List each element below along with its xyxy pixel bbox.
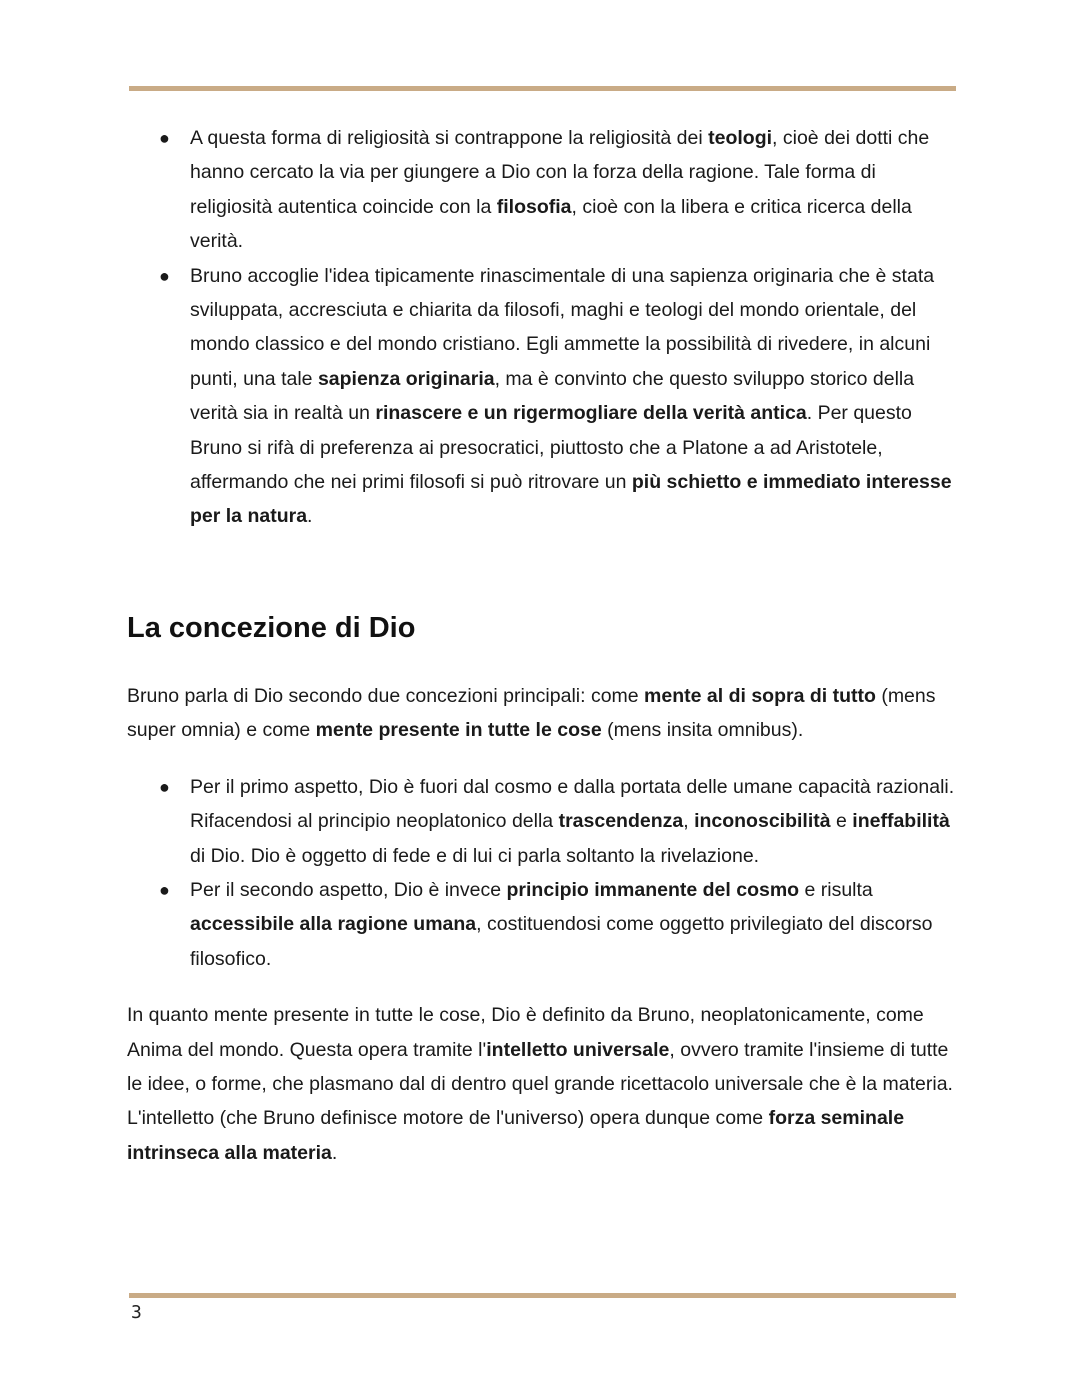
text-run: In quanto mente presente in tutte le cose, Dio è definito da Bruno, neoplatonicamente, come Anima del mondo. Questa opera tramite l' bbox=[127, 1004, 924, 1061]
list-item-text bbox=[190, 776, 954, 867]
text-run: . bbox=[331, 1141, 338, 1164]
bold-text: intelletto universale bbox=[486, 1038, 670, 1061]
list-item bbox=[127, 259, 957, 534]
text-run: Bruno accoglie l'idea tipicamente rinascimentale di una sapienza originaria che è stata sviluppata, accresciuta e chiarita da filosofi, maghi e teologi del mondo orientale, del mondo classico e del mondo cristiano. Egli ammette la possibilità di rivedere, in alcuni punti, una tale bbox=[190, 264, 935, 390]
bold-text: rinascere e un rigermogliare della verità antica bbox=[375, 402, 807, 425]
bullet-icon: ● bbox=[159, 879, 170, 900]
page-content bbox=[127, 121, 957, 1170]
text-run: , costituendosi come oggetto privilegiato del discorso filosofico. bbox=[190, 913, 933, 970]
text-run: , ma è convinto che questo sviluppo storico della verità sia in realtà un bbox=[190, 367, 915, 425]
bold-text: teologi bbox=[708, 127, 773, 149]
bold-text: forza seminale intrinseca alla materia bbox=[127, 1107, 905, 1164]
list-item-text bbox=[190, 879, 932, 970]
text-run: e risulta bbox=[799, 878, 873, 901]
text-run: (mens super omnia) e come bbox=[127, 684, 936, 742]
text-run: , cioè con la libera e critica ricerca della verità. bbox=[190, 195, 912, 253]
text-run: . Per questo Bruno si rifà di preferenza ai presocratici, piuttosto che a Platone a ad Aristotele, affermando che nei primi filosofi si può ritrovare un bbox=[190, 402, 912, 494]
bold-text: inconoscibilità bbox=[694, 810, 831, 833]
list-item bbox=[127, 121, 957, 259]
bold-text: filosofia bbox=[496, 195, 572, 218]
bullet-list-god-aspects bbox=[127, 770, 957, 976]
text-run: A questa forma di religiosità si contrappone la religiosità dei bbox=[190, 127, 709, 149]
bold-text: ineffabilità bbox=[852, 810, 950, 833]
bold-text: trascendenza bbox=[558, 810, 684, 833]
bold-text: accessibile alla ragione umana bbox=[190, 913, 477, 936]
page-number: 3 bbox=[131, 1302, 142, 1323]
header-rule bbox=[129, 86, 956, 91]
text-run: Bruno parla di Dio secondo due concezioni principali: come bbox=[127, 684, 645, 707]
bold-text: mente presente in tutte le cose bbox=[315, 719, 602, 742]
list-item-text bbox=[190, 127, 929, 252]
text-run: . bbox=[307, 505, 313, 528]
bold-text: principio immanente del cosmo bbox=[506, 878, 800, 901]
bullet-icon: ● bbox=[159, 128, 170, 148]
closing-paragraph bbox=[127, 998, 957, 1170]
text-run: , ovvero tramite l'insieme di tutte le idee, o forme, che plasmano dal di dentro quel grande ricettacolo universale che è la materia. L'intelletto (che Bruno definisce motore de l'universo) opera dunque come bbox=[127, 1038, 953, 1130]
bold-text: mente al di sopra di tutto bbox=[644, 684, 876, 707]
list-item-text bbox=[190, 265, 952, 528]
text-run: Per il secondo aspetto, Dio è invece bbox=[190, 878, 507, 901]
text-run: Per il primo aspetto, Dio è fuori dal cosmo e dalla portata delle umane capacità razionali. Rifacendosi al principio neoplatonico della bbox=[190, 775, 955, 833]
text-run: di Dio. Dio è oggetto di fede e di lui ci parla soltanto la rivelazione. bbox=[190, 844, 760, 867]
text-run: , bbox=[683, 810, 695, 833]
list-item bbox=[127, 873, 957, 976]
bold-text: sapienza originaria bbox=[317, 367, 495, 390]
bullet-icon: ● bbox=[159, 776, 170, 797]
intro-paragraph bbox=[127, 679, 957, 748]
text-run: (mens insita omnibus). bbox=[601, 719, 804, 742]
bullet-list-religiosity bbox=[127, 121, 957, 534]
text-run: e bbox=[830, 810, 853, 833]
section-heading: La concezione di Dio bbox=[127, 611, 416, 644]
footer-rule bbox=[129, 1293, 956, 1298]
list-item bbox=[127, 770, 957, 873]
bold-text: più schietto e immediato interesse per la natura bbox=[190, 471, 952, 528]
bullet-icon: ● bbox=[159, 265, 170, 286]
text-run: , cioè dei dotti che hanno cercato la via per giungere a Dio con la forza della ragione. Tale forma di religiosità autentica coincide con la bbox=[190, 127, 930, 218]
